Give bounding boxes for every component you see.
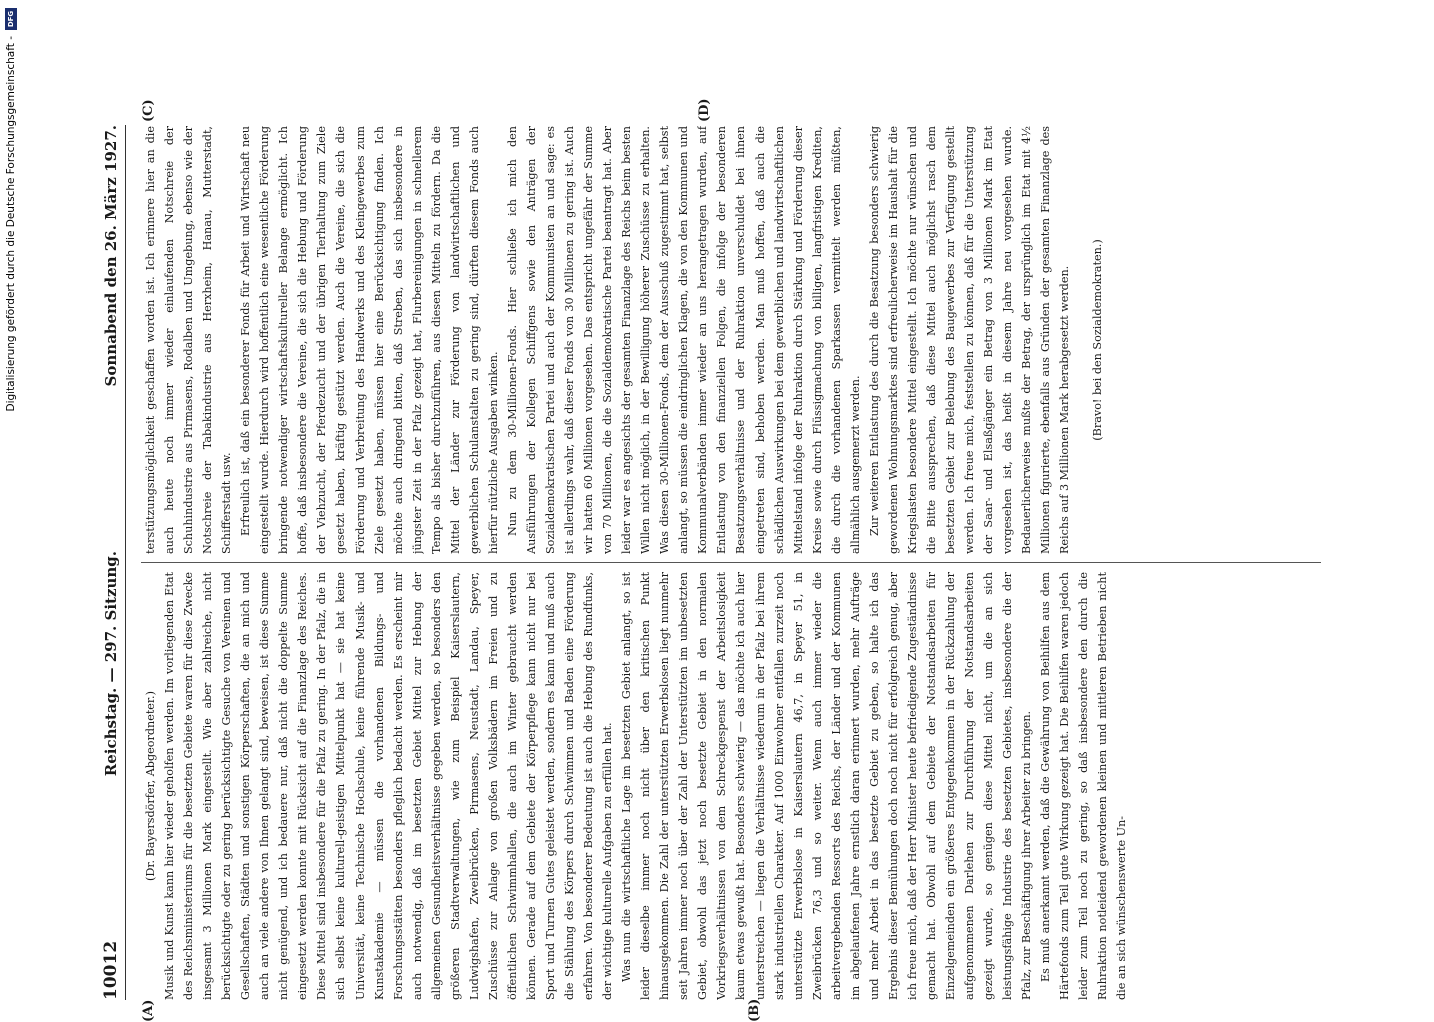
closing-interjection: (Bravo! bei den Sozialdemokraten.) bbox=[1091, 239, 1105, 441]
newspaper-page bbox=[97, 98, 1327, 1022]
left-paragraph-1: Musik und Kunst kann hier wieder geholfen werden. Im vorliegenden Etat des Reichsministeriums für die besetzten Gebiete waren für diese Zwecke insgesamt 3 Millionen Mark eingestellt. Wie aber zahlreiche, nicht berücksichtigte oder zu gering berücksichtigte Gesuche von Vereinen und Gesellschaften, Städten und sonstigen Körperschaften, die an mich und auch an viele andere von Ihnen gelangt sind, beweisen, ist diese Summe nicht genügend, und ich bedauere nur, daß nicht die doppelte Summe eingesetzt werden konnte mit Rücksicht auf die Finanzlage des Reiches. Diese Mittel sind insbesondere für die Pfalz zu gering. In der Pfalz, die in sich selbst keine kulturell-geistigen Mittelpunkt hat — sie hat keine Universität, keine Technische Hochschule, keine führende Musik- und Kunstakademie — müssen die vorhandenen Bildungs- und Forschungsstätten besonders pfleglich bedacht werden. Es erscheint mir auch notwendig, daß im besetzten Gebiet Mittel zur Hebung der allgemeinen Gesundheitsverhältnisse gegeben werden, so besonders den größeren Stadtverwaltungen, wie zum Beispiel Kaiserslautern, Ludwigshafen, Zweibrücken, Pirmasens, Neustadt, Landau, Speyer, Zuschüsse zur Anlage von großen Volksbädern im Freien und zu öffentlichen Schwimmhallen, die auch im Winter gebraucht werden können. Gerade auf dem Gebiete der Körperpflege kann nicht nur bei Sport und Turnen Gutes geleistet werden, sondern es kann und muß auch die Stählung des Körpers durch Schwimmen und Baden eine Förderung erfahren. Von besonderer Bedeutung ist auch die Hebung des Rundfunks, der wichtige kulturelle Aufgaben zu erfüllen hat. bbox=[163, 572, 615, 1000]
left-paragraph-3: Es muß anerkannt werden, daß die Gewährung von Beihilfen aus dem Härtefonds zum Teil gute Wirkung gezeigt hat. Die Beihilfen waren jedoch leider zum Teil noch zu gering, so daß insbesondere den durch die Ruhraktion notleidend gewordenen kleinen und mittleren Betrieben nicht die an sich wünschenswerte Un- bbox=[1039, 572, 1129, 1000]
credit-text: Digitalisierung gefördert durch die Deutsche Forschungsgemeinschaft - bbox=[5, 36, 17, 412]
right-paragraph-1: terstützungsmöglichkeit geschaffen worden ist. Ich erinnere hier an die auch heute noch immer wieder einlaufenden Notschreie der Schuhindustrie aus Pirmasens, Rodalben und Umgebung, ebenso wie der Notschreie der Tabakindustrie aus Herxheim, Hanau, Mutterstadt, Schifferstadt usw. bbox=[144, 126, 234, 554]
page-title: Reichstag. — 297. Sitzung. bbox=[102, 551, 120, 777]
digitization-credit bbox=[4, 0, 18, 996]
margin-marker-b: (B) bbox=[747, 998, 762, 1022]
right-paragraph-2: Erfreulich ist, daß ein besonderer Fonds für Arbeit und Wirtschaft neu eingestellt wurde. Hierdurch wird hoffentlich eine wesentliche Förderung bringende notwendiger wirtschaftskultureller Belange ermöglicht. Ich hoffe, daß insbesondere die Vereine, die sich die Hebung und Förderung der Viehzucht, der Pferdezucht und der übrigen Tierhaltung zum Ziele gesetzt haben, kräftig gestützt werden. Auch die Vereine, die sich die Förderung und Verbreitung des Handwerks und des Kleingewerbes zum Ziele gesetzt haben, müssen hier eine Berücksichtigung finden. Ich möchte auch dringend bitten, daß Streben, das sich insbesondere in jüngster Zeit in der Pfalz gezeigt hat, Flurbereinigungen in schnellerem Tempo als bisher durchzuführen, aus diesen Mitteln zu fördern. Da die Mittel der Länder zur Förderung von landwirtschaftlichen und gewerblichen Schulanstalten zu gering sind, dürften diesem Fonds auch hierfür nützliche Ausgaben winken. bbox=[239, 126, 500, 554]
right-column bbox=[141, 126, 1321, 554]
page-date: Sonnabend den 26. März 1927. bbox=[102, 125, 120, 387]
speaker-line: (Dr. Bayersdörfer, Abgeordneter.) bbox=[144, 691, 157, 881]
dfg-logo: DFG bbox=[5, 8, 17, 30]
margin-marker-d: (D) bbox=[697, 98, 712, 122]
margin-marker-a: (A) bbox=[141, 999, 156, 1022]
right-paragraph-3: Nun zu dem 30-Millionen-Fonds. Hier schließe ich mich den Ausführungen der Kollegen Schiffgens sowie den Anträgen der Sozialdemokratischen Partei und auch der Kommunisten an und sage: es ist allerdings wahr, daß dieser Fonds von 30 Millionen zu gering ist. Auch wir hatten 60 Millionen vorgesehen. Das entspricht ungefähr der Summe von 70 Millionen, die die Sozialdemokratische Partei beantragt hat. Aber leider war es angesichts der gesamten Finanzlage des Reichs beim besten Willen nicht möglich, in der Bewilligung höherer Zuschüsse zu erhalten. Was diesen 30-Millionen-Fonds, dem der Ausschuß zugestimmt hat, selbst anlangt, so müssen die eindringlichen Klagen, die von den Kommunen und Kommunalverbänden immer wieder an uns herangetragen wurden, auf Entlastung von den finanziellen Folgen, die infolge der besonderen Besatzungsverhältnisse und der Ruhraktion unverschuldet bei ihnen eingetreten sind, behoben werden. Man muß hoffen, daß auch die schädlichen Auswirkungen bei dem gewerblichen und landwirtschaftlichen Mittelstand infolge der Ruhraktion durch Stärkung und Förderung dieser Kreise sowie durch Flüssigmachung von billigen, langfristigen Krediten, die durch die vorhandenen Sparkassen vermittelt werden müßten, allmählich ausgemerzt werden. bbox=[505, 126, 862, 554]
column-divider bbox=[141, 562, 1321, 563]
page-number: 10012 bbox=[101, 940, 121, 1000]
margin-marker-c: (C) bbox=[141, 99, 156, 122]
left-paragraph-2: Was nun die wirtschaftliche Lage im besetzten Gebiet anlangt, so ist leider dieselbe immer noch nicht über den kritischen Punkt hinausgekommen. Die Zahl der unterstützten Erwerbslosen liegt nunmehr seit Jahren immer noch über der Zahl der Unterstützten im unbesetzten Gebiet, obwohl das jetzt noch besetzte Gebiet in den normalen Vorkriegsverhältnissen von dem Schreckgespenst der Arbeitslosigkeit kaum etwas gewußt hat. Besonders schwierig — das möchte ich auch hier unterstreichen — liegen die Verhältnisse wiederum in der Pfalz bei ihrem stark industriellen Charakter. Auf 1000 Einwohner entfallen zurzeit noch unterstützte Erwerbslose in Kaiserslautern 46,7, in Speyer 51, in Zweibrücken 76,3 und so weiter. Wenn auch immer wieder die arbeitvergebenden Ressorts des Reichs, der Länder und der Kommunen im abgelaufenen Jahre ernstlich daran erinnert wurden, mehr Aufträge und mehr Arbeit in das besetzte Gebiet zu geben, so halte ich das Ergebnis dieser Bemühungen doch noch nicht für erfolgreich genug, aber ich freue mich, daß der Herr Minister heute befriedigende Zugeständnisse gemacht hat. Obwohl auf dem Gebiete der Notstandsarbeiten für Einzelgemeinden ein größeres Entgegenkommen in der Rückzahlung der aufgenommenen Darlehen zur Durchführung der Notstandsarbeiten gezeigt wurde, so genügen diese Mittel nicht, um die an sich leistungsfähige Industrie des besetzten Gebietes, insbesondere die der Pfalz, zur Beschäftigung ihrer Arbeiter zu bringen. bbox=[620, 572, 1034, 1000]
left-column bbox=[141, 572, 1321, 1000]
right-paragraph-4: Zur weiteren Entlastung des durch die Besatzung besonders schwierig gewordenen Wohnungsmarktes sind erfreulicherweise im Haushalt für die Kriegslasten besondere Mittel eingestellt. Ich möchte nur wünschen und die Bitte aussprechen, daß diese Mittel auch möglichst rasch dem besetzten Gebiet zur Belebung des Baugewerbes zur Verfügung gestellt werden. Ich freue mich, feststellen zu können, daß für die Unterstützung der Saar- und Elsaßgänger ein Betrag von 3 Millionen Mark im Etat vorgesehen ist, das heißt in diesem Jahre neu vorgesehen wurde. Bedauerlicherweise mußte der Betrag, der ursprünglich im Etat mit 4½ Millionen figurierte, ebenfalls aus Gründen der gesamten Finanzlage des Reichs auf 3 Millionen Mark herabgesetzt werden. bbox=[867, 126, 1072, 554]
page-header bbox=[97, 125, 126, 1000]
